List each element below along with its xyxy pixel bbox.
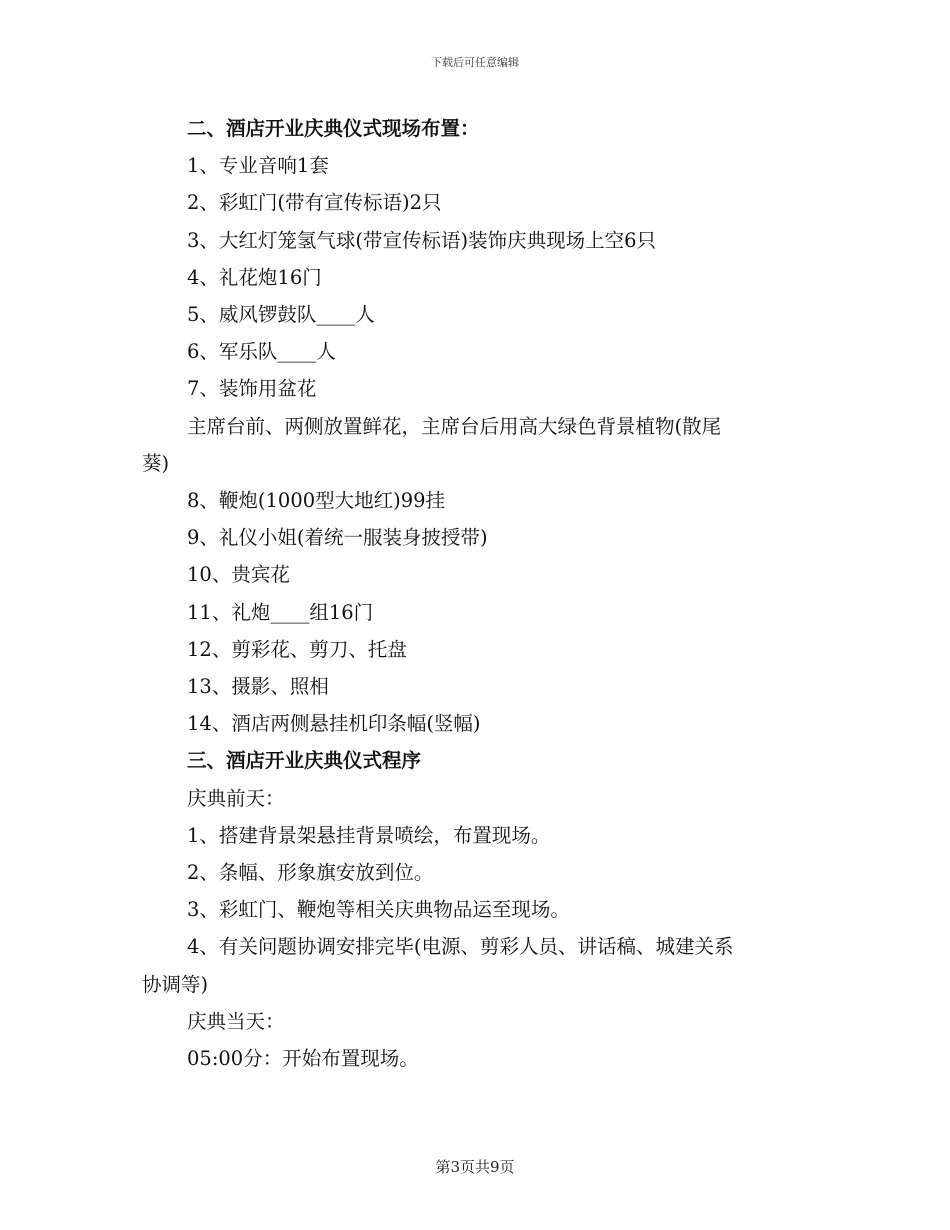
list-item: 1、专业音响1套 [187,154,329,178]
document-body [142,110,802,1077]
subheading-day-before: 庆典前天： [187,786,285,810]
list-item: 1、搭建背景架悬挂背景喷绘，布置现场。 [187,823,551,847]
list-item: 6、军乐队____人 [187,340,336,364]
list-item: 2、彩虹门(带有宣传标语)2只 [187,191,442,215]
note-paragraph-line1: 主席台前、两侧放置鲜花，主席台后用高大绿色背景植物(散尾 [187,414,722,438]
list-item: 13、摄影、照相 [187,675,329,699]
list-item: 3、彩虹门、鞭炮等相关庆典物品运至现场。 [187,898,570,922]
list-item: 4、礼花炮16门 [187,265,322,289]
note-paragraph-line2: 葵) [142,451,170,475]
step4-line1: 4、有关问题协调安排完毕(电源、剪彩人员、讲话稿、城建关系 [187,935,734,959]
page-header: 下载后可任意编辑 [431,56,519,69]
page-footer: 第3页共9页 [435,1158,515,1176]
section-3-title: 三、酒店开业庆典仪式程序 [187,749,422,773]
list-item: 9、礼仪小姐(着统一服装身披授带) [187,526,488,550]
schedule-item: 05:00分：开始布置现场。 [187,1047,419,1071]
subheading-day-of: 庆典当天： [187,1009,285,1033]
list-item: 2、条幅、形象旗安放到位。 [187,861,434,885]
list-item: 11、礼炮____组16门 [187,600,374,624]
list-item: 8、鞭炮(1000型大地红)99挂 [187,489,446,513]
section-2-title: 二、酒店开业庆典仪式现场布置： [187,117,480,140]
list-item: 14、酒店两侧悬挂机印条幅(竖幅) [187,712,481,736]
list-item: 7、装饰用盆花 [187,377,317,401]
list-item: 3、大红灯笼氢气球(带宣传标语)装饰庆典现场上空6只 [187,228,657,252]
list-item: 5、威风锣鼓队____人 [187,303,375,327]
step4-line2: 协调等) [142,972,209,996]
list-item: 12、剪彩花、剪刀、托盘 [187,637,407,661]
list-item: 10、贵宾花 [187,563,290,587]
